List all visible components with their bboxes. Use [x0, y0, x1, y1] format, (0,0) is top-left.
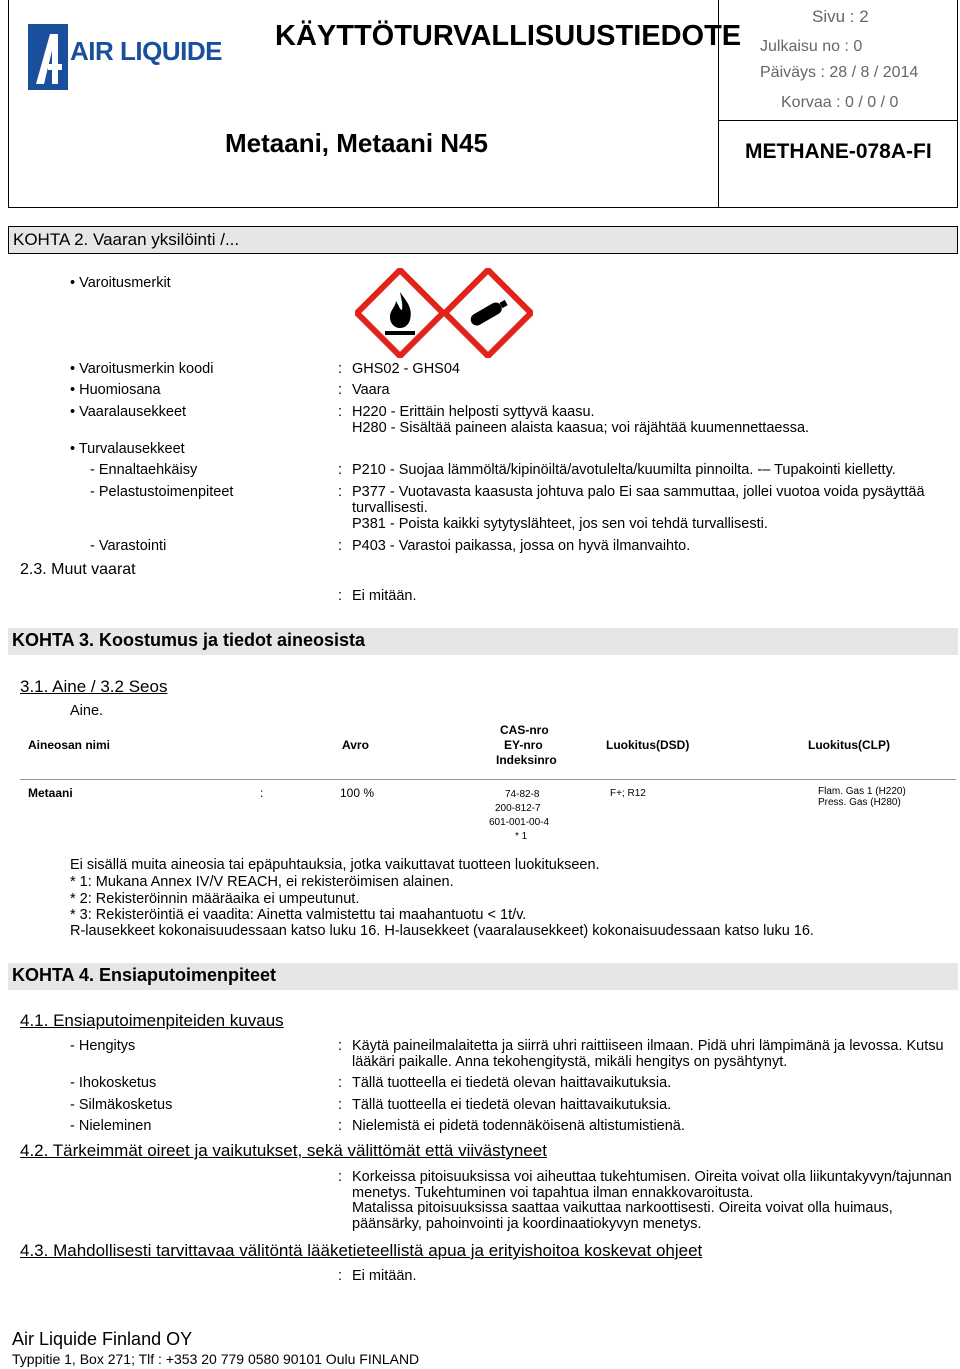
value-skin: Tällä tuotteella ei tiedetä olevan haittavaikutuksia. — [352, 1075, 672, 1091]
header-divider — [718, 120, 958, 121]
th-name: Aineosan nimi — [28, 738, 111, 752]
colon: : — [338, 1118, 343, 1134]
note-line: R-lausekkeet kokonaisuudessaan katso luku 16. H-lausekkeet (vaaralausekkeet) kokonaisuudessaan katso luku 16. — [70, 923, 814, 939]
th-ec: EY-nro — [504, 738, 543, 752]
value-symptoms-3: Matalissa pitoisuuksissa saattaa vaikuttaa narkoottisesti. Oireita voivat olla huimaus, — [352, 1200, 893, 1216]
colon: : — [338, 538, 343, 554]
value-inhalation-2: lääkäri paikalle. Anna tekohengitystä, mikäli hengitys on pysähtynyt. — [352, 1054, 788, 1070]
value-hazard-1: H220 - Erittäin helposti syttyvä kaasu. — [352, 404, 595, 420]
colon: : — [338, 462, 343, 478]
td-name: Metaani — [28, 786, 73, 800]
logo-text: AIR LIQUIDE — [70, 36, 222, 66]
value-storage: P403 - Varastoi paikassa, jossa on hyvä ilmanvaihto. — [352, 538, 691, 554]
section-2-bar: KOHTA 2. Vaaran yksilöinti /... — [8, 226, 958, 254]
value-ingestion: Nielemistä ei pidetä todennäköisenä altistumistienä. — [352, 1118, 685, 1134]
label-precautions: • Turvalausekkeet — [70, 441, 185, 457]
value-code: GHS02 - GHS04 — [352, 361, 460, 377]
footer-company: Air Liquide Finland OY — [12, 1329, 193, 1349]
value-symptoms-2: menetys. Tukehtuminen voi tapahtua ilman ennakkovaroitusta. — [352, 1185, 754, 1201]
td-clp-2: Press. Gas (H280) — [818, 797, 901, 808]
section-3-bar: KOHTA 3. Koostumus ja tiedot aineosista — [8, 628, 958, 655]
th-value: Avro — [342, 738, 369, 752]
gas-cylinder-pictogram-icon — [443, 268, 533, 358]
colon: : — [338, 1097, 343, 1113]
value-eye: Tällä tuotteella ei tiedetä olevan haittavaikutuksia. — [352, 1097, 672, 1113]
note-line: Ei sisällä muita aineosia tai epäpuhtauksia, jotka vaikuttavat tuotteen luokitukseen. — [70, 857, 600, 873]
th-clp: Luokitus(CLP) — [808, 738, 890, 752]
issue-date: Päiväys : 28 / 8 / 2014 — [760, 64, 919, 81]
value-symptoms-4: päänsärky, pahoinvointi ja koordinaatiokyvyn menetys. — [352, 1216, 702, 1232]
td-dsd: F+; R12 — [610, 788, 646, 799]
note-line: * 3: Rekisteröintiä ei vaadita: Ainetta valmistettu tai maahantuotu < 1t/v. — [70, 907, 527, 923]
value-symptoms-1: Korkeissa pitoisuuksissa voi aiheuttaa tukehtumisen. Oireita voivat olla liikuntakyvyn/tajunnan — [352, 1169, 952, 1185]
value-response-2: turvallisesti. — [352, 500, 428, 516]
replaces: Korvaa : 0 / 0 / 0 — [781, 94, 899, 111]
subsection-3-1: 3.1. Aine / 3.2 Seos — [20, 677, 168, 696]
substance-type: Aine. — [70, 703, 104, 719]
colon: : — [338, 404, 343, 420]
value-medical: Ei mitään. — [352, 1268, 417, 1284]
td-value: 100 % — [340, 786, 375, 800]
label-eye: - Silmäkosketus — [70, 1097, 173, 1113]
page-number: Sivu : 2 — [812, 7, 869, 26]
colon: : — [338, 484, 343, 500]
label-skin: - Ihokosketus — [70, 1075, 157, 1091]
label-storage: - Varastointi — [90, 538, 167, 554]
table-rule — [20, 779, 956, 780]
value-inhalation-1: Käytä paineilmalaitetta ja siirrä uhri raittiiseen ilmaan. Pidä uhri lämpimänä ja levossa. Kutsu — [352, 1038, 944, 1054]
note-line: * 1: Mukana Annex IV/V REACH, ei rekisteröimisen alainen. — [70, 874, 454, 890]
subsection-other-hazards: 2.3. Muut vaarat — [20, 561, 136, 578]
value-other-hazards: Ei mitään. — [352, 588, 417, 604]
colon: : — [338, 1075, 343, 1091]
td-clp-1: Flam. Gas 1 (H220) — [818, 786, 906, 797]
label-prevention: - Ennaltaehkäisy — [90, 462, 198, 478]
footer-address: Typpitie 1, Box 271; Tlf : +353 20 779 0580 90101 Oulu FINLAND — [12, 1351, 420, 1367]
th-dsd: Luokitus(DSD) — [606, 738, 690, 752]
td-index: 601-001-00-4 — [489, 817, 550, 828]
td-note: * 1 — [515, 831, 528, 842]
colon: : — [338, 1268, 343, 1284]
section-4-bar: KOHTA 4. Ensiaputoimenpiteet — [8, 963, 958, 990]
colon: : — [338, 1169, 343, 1185]
value-prevention: P210 - Suojaa lämmöltä/kipinöiltä/avotulelta/kuumilta pinnoilta. -– Tupakointi kielletty. — [352, 462, 896, 478]
colon: : — [338, 361, 343, 377]
subsection-4-1: 4.1. Ensiaputoimenpiteiden kuvaus — [20, 1011, 284, 1030]
td-cas: 74-82-8 — [505, 789, 540, 800]
document-title: KÄYTTÖTURVALLISUUSTIEDOTE — [275, 20, 742, 52]
label-ingestion: - Nieleminen — [70, 1118, 152, 1134]
document-code: METHANE-078A-FI — [745, 140, 932, 163]
subsection-4-3: 4.3. Mahdollisesti tarvittavaa välitöntä lääketieteellistä apua ja erityishoitoa koskevat ohjeet — [20, 1241, 703, 1260]
note-line: * 2: Rekisteröinnin määräaika ei umpeutunut. — [70, 891, 360, 907]
td-colon: : — [260, 786, 264, 800]
th-cas: CAS-nro — [500, 723, 549, 737]
value-response-3: P381 - Poista kaikki sytytyslähteet, jos sen voi tehdä turvallisesti. — [352, 516, 768, 532]
label-code: • Varoitusmerkin koodi — [70, 361, 213, 377]
product-name: Metaani, Metaani N45 — [225, 128, 488, 158]
value-signal: Vaara — [352, 382, 390, 398]
release-number: Julkaisu no : 0 — [760, 38, 863, 55]
label-signal: • Huomiosana — [70, 382, 161, 398]
td-ec: 200-812-7 — [495, 803, 541, 814]
value-hazard-2: H280 - Sisältää paineen alaista kaasua; voi räjähtää kuumennettaessa. — [352, 420, 810, 436]
flame-pictogram-icon — [355, 268, 445, 358]
value-response-1: P377 - Vuotavasta kaasusta johtuva palo Ei saa sammuttaa, jollei vuotoa voida pysäyttää — [352, 484, 925, 500]
warning-signs-label: • Varoitusmerkit — [70, 275, 171, 291]
colon: : — [338, 382, 343, 398]
label-response: - Pelastustoimenpiteet — [90, 484, 234, 500]
subsection-4-2: 4.2. Tärkeimmät oireet ja vaikutukset, sekä välittömät että viivästyneet — [20, 1141, 547, 1160]
colon: : — [338, 1038, 343, 1054]
colon: : — [338, 588, 343, 604]
th-index: Indeksinro — [496, 753, 557, 767]
label-hazard: • Vaaralausekkeet — [70, 404, 186, 420]
label-inhalation: - Hengitys — [70, 1038, 136, 1054]
